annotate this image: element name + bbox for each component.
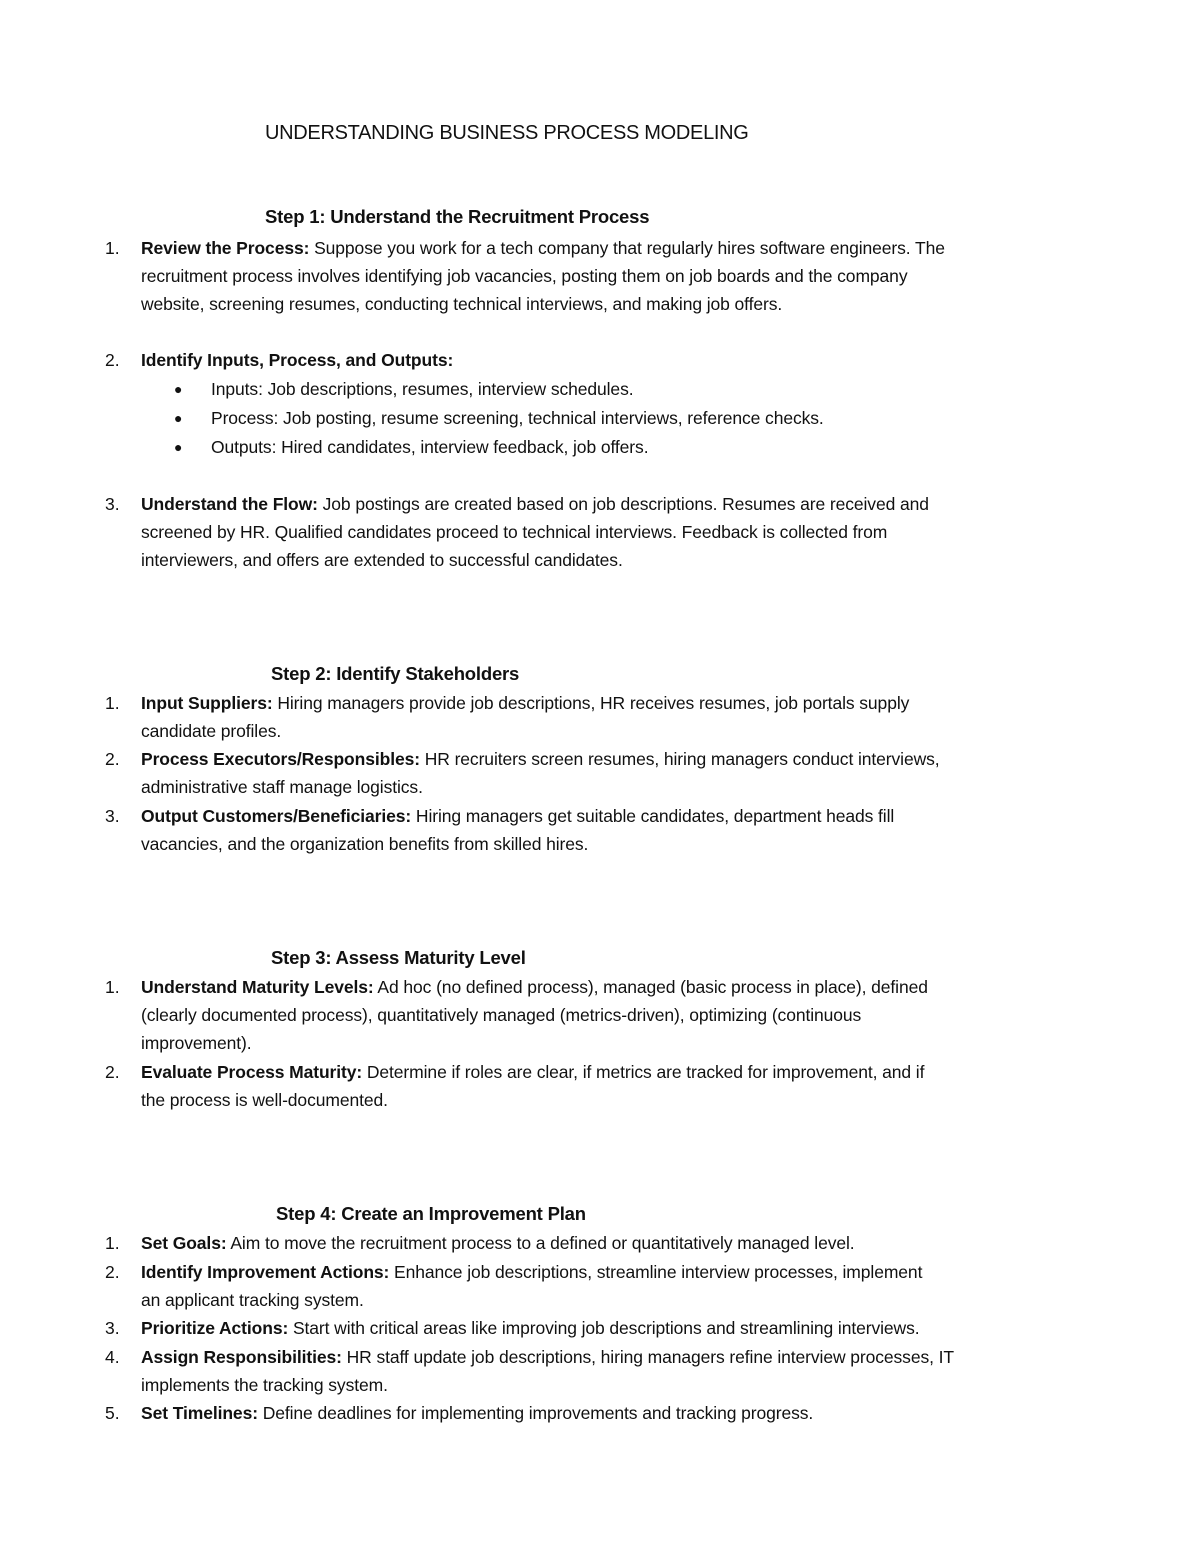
item-label: Identify Improvement Actions: [141,1262,390,1282]
item-text: HR staff update job descriptions, hiring managers refine interview processes, IT [341,1347,954,1367]
list-item-line [141,693,909,714]
list-number: 1. [105,1233,120,1253]
list-item-line [141,977,928,998]
list-item-line: recruitment process involves identifying job vacancies, posting them on job boards and the company [141,266,908,286]
list-item-line [141,749,940,770]
list-number: 3. [105,806,120,826]
item-label: Review the Process: [141,238,310,258]
item-text: Hiring managers get suitable candidates, department heads fill [411,806,895,826]
list-item-line [141,1262,922,1283]
item-text: Suppose you work for a tech company that regularly hires software engineers. The [309,238,945,258]
item-text: HR recruiters screen resumes, hiring managers conduct interviews, [419,749,940,769]
list-item-line [141,1318,919,1339]
item-text: Enhance job descriptions, streamline interview processes, implement [389,1262,923,1282]
list-item-line [141,806,894,827]
list-number: 2. [105,749,120,769]
list-item-line [141,1062,924,1083]
list-number: 4. [105,1347,120,1367]
list-item-line [141,350,453,371]
list-item-line: screened by HR. Qualified candidates proceed to technical interviews. Feedback is collected from [141,522,888,542]
item-label: Understand the Flow: [141,494,318,514]
list-number: 1. [105,693,120,713]
list-item-line [141,494,929,515]
list-item-line: (clearly documented process), quantitatively managed (metrics-driven), optimizing (continuous [141,1005,862,1025]
list-item-line: implements the tracking system. [141,1375,388,1395]
list-number: 1. [105,238,120,258]
list-item-line: candidate profiles. [141,721,282,741]
step-3-heading: Step 3: Assess Maturity Level [271,947,526,968]
list-number: 3. [105,1318,120,1338]
bullet-item: Process: Job posting, resume screening, technical interviews, reference checks. [211,408,824,428]
item-text: Determine if roles are clear, if metrics are tracked for improvement, and if [362,1062,925,1082]
list-item-line [141,1403,813,1424]
item-label: Set Timelines: [141,1403,258,1423]
list-item-line [141,1233,855,1254]
list-number: 5. [105,1403,120,1423]
bullet-item: Outputs: Hired candidates, interview feedback, job offers. [211,437,649,457]
step-2-heading: Step 2: Identify Stakeholders [271,663,520,684]
item-label: Output Customers/Beneficiaries: [141,806,412,826]
list-number: 2. [105,1262,120,1282]
step-1-heading: Step 1: Understand the Recruitment Process [265,206,650,227]
item-label: Prioritize Actions: [141,1318,289,1338]
item-text: Ad hoc (no defined process), managed (basic process in place), defined [373,977,928,997]
item-label: Understand Maturity Levels: [141,977,374,997]
item-text: Job postings are created based on job descriptions. Resumes are received and [317,494,929,514]
list-item-line: administrative staff manage logistics. [141,777,423,797]
list-item-line [141,238,945,259]
document-title: UNDERSTANDING BUSINESS PROCESS MODELING [265,122,749,144]
bullet-item: Inputs: Job descriptions, resumes, interview schedules. [211,379,634,399]
list-item-line: interviewers, and offers are extended to successful candidates. [141,550,623,570]
list-item-line: the process is well-documented. [141,1090,388,1110]
bullet-icon: ● [174,381,183,397]
item-text: Define deadlines for implementing improvements and tracking progress. [257,1403,814,1423]
step-4-heading: Step 4: Create an Improvement Plan [276,1203,586,1224]
item-label: Process Executors/Responsibles: [141,749,420,769]
bullet-icon: ● [174,439,183,455]
item-label: Assign Responsibilities: [141,1347,342,1367]
bullet-icon: ● [174,410,183,426]
list-item-line: an applicant tracking system. [141,1290,364,1310]
list-number: 2. [105,350,120,370]
item-label: Identify Inputs, Process, and Outputs: [141,350,454,370]
list-item-line: vacancies, and the organization benefits from skilled hires. [141,834,589,854]
list-number: 2. [105,1062,120,1082]
item-text: Start with critical areas like improving job descriptions and streamlining interviews. [288,1318,920,1338]
list-item-line: website, screening resumes, conducting technical interviews, and making job offers. [141,294,783,314]
list-number: 3. [105,494,120,514]
list-item-line: improvement). [141,1033,252,1053]
item-label: Input Suppliers: [141,693,273,713]
item-label: Evaluate Process Maturity: [141,1062,363,1082]
item-label: Set Goals: [141,1233,227,1253]
item-text: Aim to move the recruitment process to a defined or quantitatively managed level. [226,1233,855,1253]
list-item-line [141,1347,954,1368]
list-number: 1. [105,977,120,997]
item-text: Hiring managers provide job descriptions, HR receives resumes, job portals supply [272,693,910,713]
